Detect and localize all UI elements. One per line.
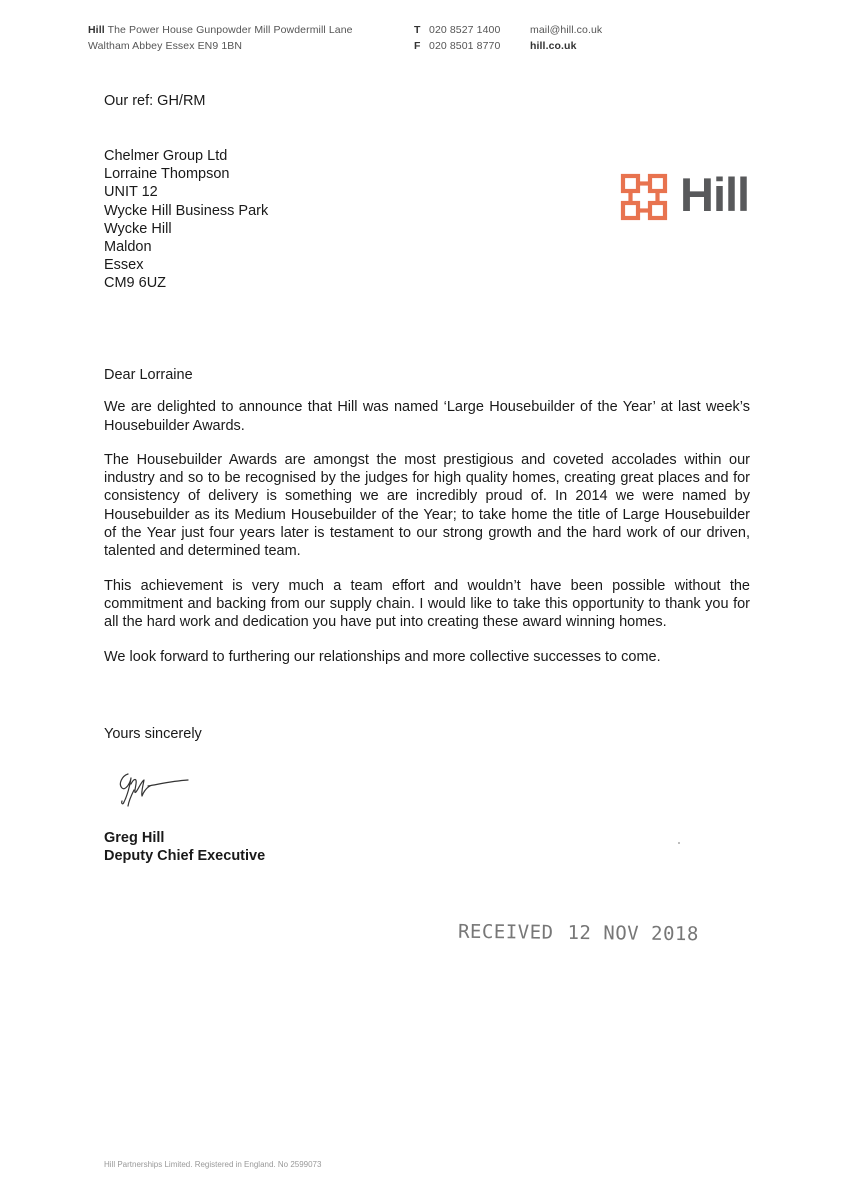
received-stamp <box>458 921 699 946</box>
recipient-line: Wycke Hill <box>104 220 172 237</box>
body-paragraph: We are delighted to announce that Hill was named ‘Large Housebuilder of the Year’ at last week’s Housebuilder Awards. <box>104 399 750 434</box>
signer-title: Deputy Chief Executive <box>104 848 266 864</box>
body-paragraph: We look forward to furthering our relationships and more collective successes to come. <box>104 648 661 665</box>
recipient-line: Chelmer Group Ltd <box>104 148 228 164</box>
recipient-line: CM9 6UZ <box>104 275 167 292</box>
letter-reference: Our ref: GH/RM <box>104 93 206 109</box>
letterhead-address-line1: The Power House Gunpowder Mill Powdermill Lane <box>107 24 353 36</box>
recipient-line: UNIT 12 <box>104 184 158 201</box>
closing: Yours sincerely <box>104 726 202 742</box>
salutation: Dear Lorraine <box>104 367 193 383</box>
website-link[interactable]: hill.co.uk <box>530 40 577 52</box>
interlocking-squares-icon <box>620 173 668 221</box>
letterhead-address-line2: Waltham Abbey Essex EN9 1BN <box>88 40 243 52</box>
handwritten-signature <box>112 766 192 810</box>
letterhead-address <box>88 22 353 54</box>
letterhead-contact <box>530 22 602 54</box>
fax-label: F <box>414 40 421 52</box>
body-paragraph: The Housebuilder Awards are amongst the most prestigious and coveted accolades within our industry and so to be recognised by the judges for high quality homes, creating great places and for consistency of delivery is something we are incredibly proud of. In 2014 we were named by Housebuilder as its Medium Housebuilder of the Year; to take home the title of Large Housebuilder of the Year just four years later is testament to our strong growth and the hard work of our driven, talented and determined team. <box>104 451 750 560</box>
signer-name: Greg Hill <box>104 830 165 846</box>
signer-block <box>104 829 265 865</box>
tel-label: T <box>414 24 421 36</box>
fax-number: 020 8501 8770 <box>429 40 501 52</box>
hill-logo <box>620 168 765 221</box>
logo-wordmark: Hill <box>680 168 750 221</box>
letter-body <box>104 366 750 682</box>
registration-footer: Hill Partnerships Limited. Registered in England. No 2599073 <box>104 1160 322 1169</box>
tel-number: 020 8527 1400 <box>429 24 501 36</box>
letterhead-company: Hill <box>88 24 105 36</box>
recipient-line: Wycke Hill Business Park <box>104 202 269 219</box>
recipient-line: Lorraine Thompson <box>104 166 230 183</box>
recipient-line: Essex <box>104 257 144 274</box>
recipient-address <box>104 147 268 293</box>
stamp-label: RECEIVED <box>457 920 554 944</box>
recipient-line: Maldon <box>104 239 152 256</box>
body-paragraph: This achievement is very much a team effort and wouldn’t have been possible without the commitment and backing from our supply chain. I would like to take this opportunity to thank you for all the hard work and dedication you have put into creating these award winning homes. <box>104 577 750 631</box>
scan-speck <box>678 842 680 844</box>
email-link[interactable]: mail@hill.co.uk <box>530 24 603 36</box>
letterhead-phone <box>414 22 500 54</box>
stamp-date: 12 NOV 2018 <box>567 921 699 946</box>
